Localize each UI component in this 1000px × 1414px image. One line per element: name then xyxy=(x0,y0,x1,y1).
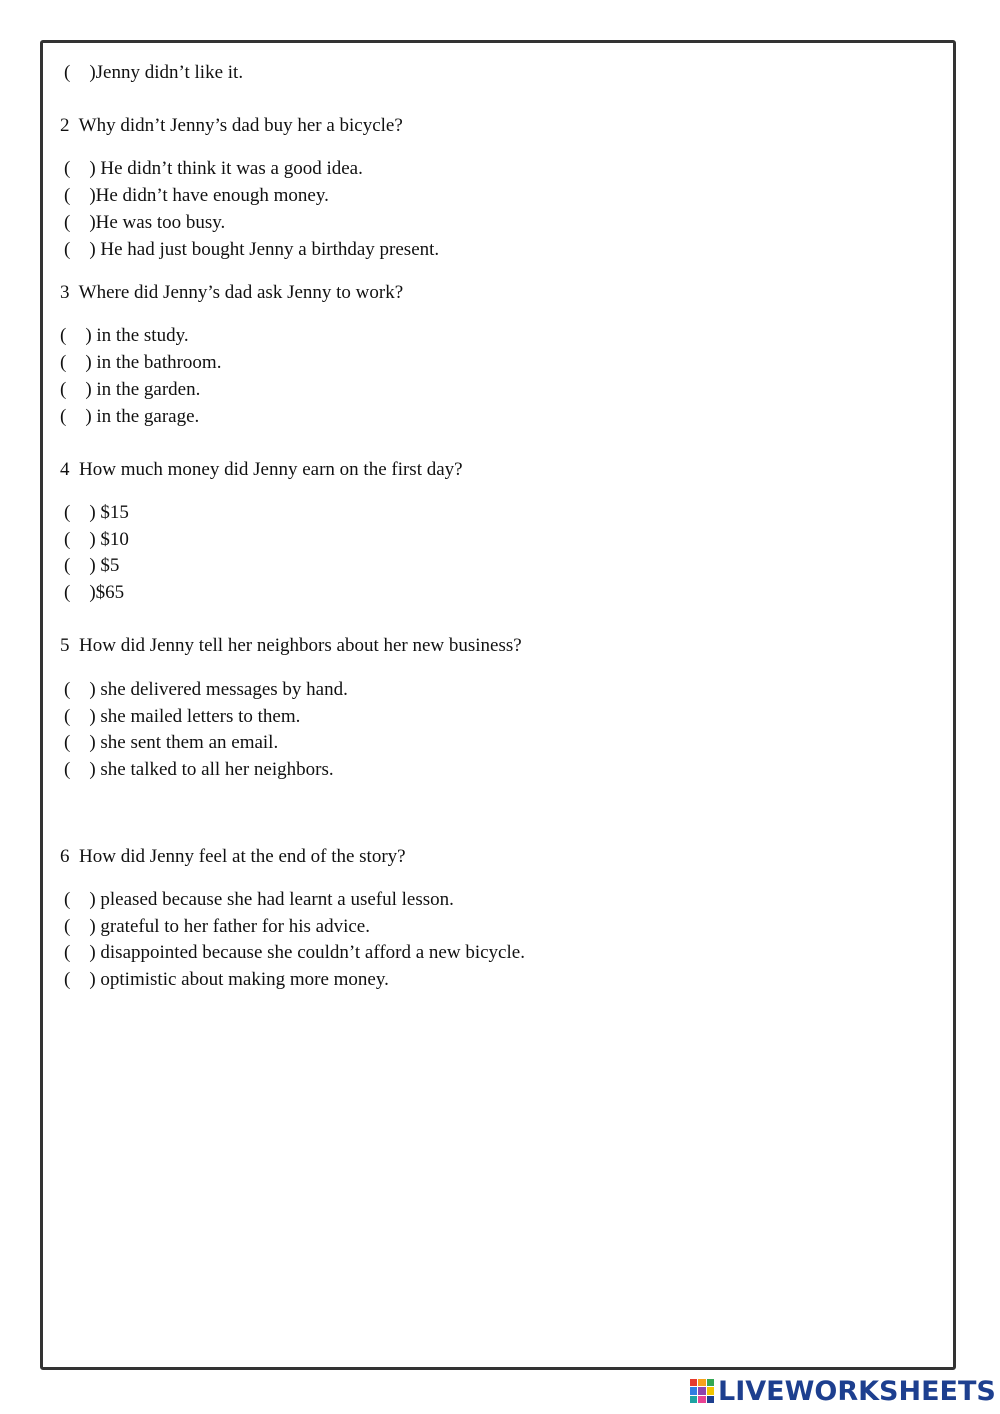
answer-option: ( ) optimistic about making more money. xyxy=(64,969,389,990)
answer-option: ( ) $15 xyxy=(64,502,129,523)
answer-option: ( ) she mailed letters to them. xyxy=(64,706,301,727)
answer-option: ( ) she talked to all her neighbors. xyxy=(64,759,334,780)
logo-grid-icon xyxy=(690,1379,714,1403)
question-heading: 6 How did Jenny feel at the end of the story? xyxy=(60,846,406,867)
answer-option: ( ) in the study. xyxy=(60,325,189,346)
answer-option: ( ) in the garage. xyxy=(60,406,200,427)
answer-option: ( ) disappointed because she couldn’t afford a new bicycle. xyxy=(64,942,525,963)
logo-text: LIVEWORKSHEETS xyxy=(718,1375,996,1407)
answer-option: ( )He didn’t have enough money. xyxy=(64,185,329,206)
answer-option: ( )Jenny didn’t like it. xyxy=(64,62,244,83)
question-heading: 5 How did Jenny tell her neighbors about her new business? xyxy=(60,635,522,656)
answer-option: ( ) pleased because she had learnt a useful lesson. xyxy=(64,889,454,910)
answer-option: ( ) He had just bought Jenny a birthday present. xyxy=(64,239,440,260)
answer-option: ( ) He didn’t think it was a good idea. xyxy=(64,158,363,179)
answer-option: ( ) in the garden. xyxy=(60,379,201,400)
question-heading: 3 Where did Jenny’s dad ask Jenny to work? xyxy=(60,282,404,303)
answer-option: ( ) $5 xyxy=(64,555,120,576)
answer-option: ( ) in the bathroom. xyxy=(60,352,222,373)
answer-option: ( )He was too busy. xyxy=(64,212,226,233)
question-heading: 2 Why didn’t Jenny’s dad buy her a bicycle? xyxy=(60,115,403,136)
answer-option: ( ) she delivered messages by hand. xyxy=(64,679,348,700)
answer-option: ( ) $10 xyxy=(64,529,129,550)
answer-option: ( ) grateful to her father for his advice. xyxy=(64,916,370,937)
question-heading: 4 How much money did Jenny earn on the first day? xyxy=(60,459,463,480)
answer-option: ( )$65 xyxy=(64,582,125,603)
answer-option: ( ) she sent them an email. xyxy=(64,732,279,753)
liveworksheets-logo xyxy=(690,1376,996,1406)
